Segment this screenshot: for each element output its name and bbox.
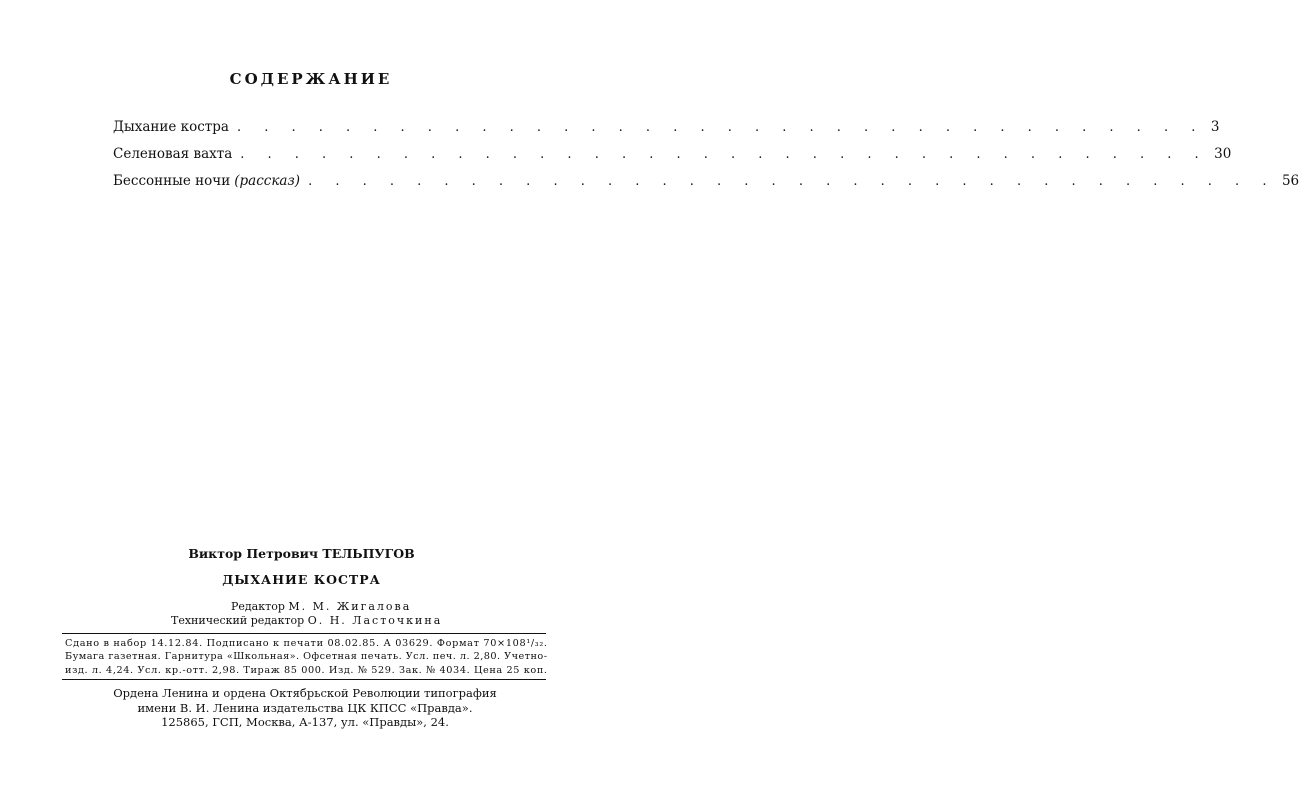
tech-editor-name: О. Н. Ласточкина [307,614,443,627]
toc-entry-title: Дыхание костра [113,119,229,135]
production-line: Бумага газетная. Гарнитура «Школьная». Офсетная печать. Усл. печ. л. 2,80. Учетно- [65,651,548,663]
printer-line: 125865, ГСП, Москва, А-137, ул. «Правды», 24. [161,715,449,729]
toc-leader-dots: . . . . . . . . . . . . . . . . . . . . . . . . . . . . . . . . . . . . [308,174,1276,189]
book-title: ДЫХАНИЕ КОСТРА [222,572,381,587]
toc-entry-title: Селеновая вахта [113,146,233,162]
production-details [65,637,547,677]
printer-info [70,686,540,730]
production-line: Сдано в набор 14.12.84. Подписано к печати 08.02.85. А 03629. Формат 70×108¹/₃₂. [65,638,548,649]
toc-entry [113,146,1232,173]
toc-entry [113,119,1220,146]
editor-role: Редактор [231,600,285,613]
toc-leader-dots: . . . . . . . . . . . . . . . . . . . . . . . . . . . . . . . . . . . . [236,120,1205,135]
author-name: Виктор Петрович ТЕЛЬПУГОВ [188,546,415,561]
production-line: изд. л. 4,24. Усл. кр.-отт. 2,98. Тираж 85 000. Изд. № 529. Зак. № 4034. Цена 25 коп. [65,664,548,676]
toc-leader-dots: . . . . . . . . . . . . . . . . . . . . . . . . . . . . . . . . . . . . [240,147,1209,162]
toc-entry-title: Бессонные ночи [113,173,231,189]
printer-line: Ордена Ленина и ордена Октябрьской Революции типография [113,686,497,700]
editor-credit [231,600,411,613]
toc-entry-note: (рассказ) [234,173,301,189]
divider-bottom [62,679,546,680]
toc-entry-page: 3 [1210,119,1220,135]
toc-title: СОДЕРЖАНИЕ [229,70,393,88]
printer-line: имени В. И. Ленина издательства ЦК КПСС «Правда». [137,700,473,715]
editor-name: М. М. Жигалова [288,600,412,613]
toc-list [113,119,1299,200]
toc-entry [113,173,1299,200]
toc-entry-page: 56 [1281,173,1299,189]
toc-entry-page: 30 [1214,146,1232,162]
tech-editor-credit [171,614,442,627]
tech-editor-role: Технический редактор [171,614,305,627]
divider-top [62,633,546,634]
